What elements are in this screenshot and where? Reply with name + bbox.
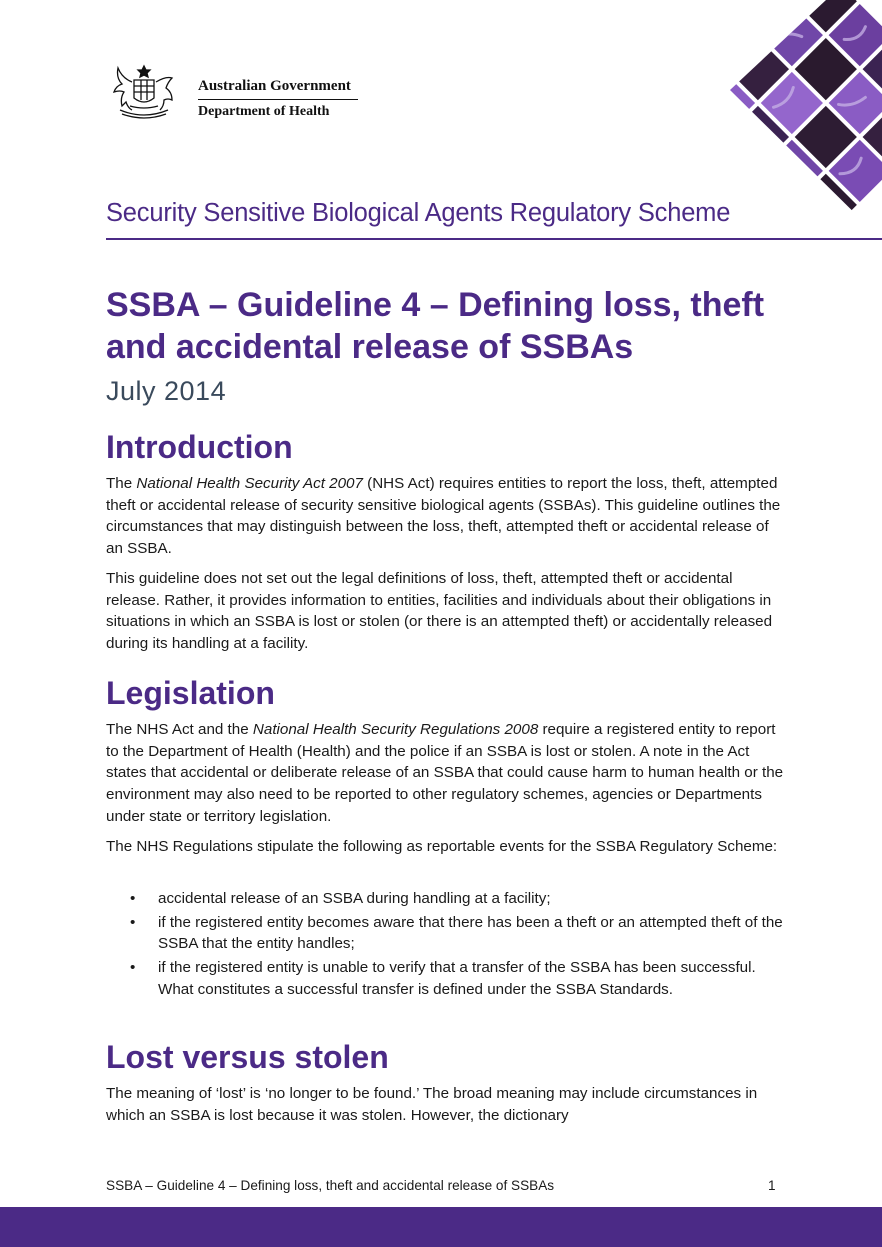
section-heading-legislation: Legislation	[106, 675, 275, 711]
bullet-icon: •	[130, 959, 136, 977]
list-item-text: accidental release of an SSBA during handling at a facility;	[158, 890, 551, 907]
section-heading-lost-versus-stolen: Lost versus stolen	[106, 1039, 389, 1075]
logo-divider	[198, 99, 358, 100]
bullet-icon: •	[130, 890, 136, 907]
government-logo	[104, 62, 374, 128]
list-item-text: if the registered entity is unable to verify that a transfer of the SSBA has been successful. What constitutes a successful transfer is defined under the SSBA Standards.	[158, 959, 756, 998]
legislation-p1-text-end: require a registered entity to report to the Department of Health (Health) and the police if an SSBA is lost or stolen. A note in the Act states that accidental or deliberate release of an SSBA that could cause harm to human health or the environment may also need to be reported to other regulatory schemes, agencies or Departments under state or territory legislation.	[106, 721, 784, 825]
reportable-events-list	[106, 888, 786, 1003]
scheme-name: Security Sensitive Biological Agents Regulatory Scheme	[106, 199, 731, 227]
intro-paragraph-2: This guideline does not set out the legal definitions of loss, theft, attempted theft or accidental release. Rather, it provides information to entities, facilities and individuals about their obligations in situations in which an SSBA is lost or stolen (or there is an attempted theft) or accidentally released during its handling at a facility.	[106, 570, 773, 653]
list-item	[106, 912, 786, 955]
intro-p1-text-end: (NHS Act) requires entities to report the loss, theft, attempted theft or accidental release of security sensitive biological agents (SSBAs). This guideline outlines the circumstances that may distinguish between the loss, theft, attempted theft or accidental release of an SSBA.	[106, 475, 781, 558]
list-item	[106, 957, 786, 1000]
legislation-paragraph-1	[106, 719, 786, 828]
government-name: Australian Government	[198, 78, 351, 94]
list-item-text: if the registered entity becomes aware that there has been a theft or an attempted theft of the SSBA that the entity handles;	[158, 913, 783, 953]
department-name: Department of Health	[198, 104, 330, 119]
page-number: 1	[768, 1178, 776, 1193]
regulations-title-italic: National Health Security Regulations 2008	[252, 721, 539, 738]
lost-paragraph-1: The meaning of ‘lost’ is ‘no longer to be found.’ The broad meaning may include circumstances in which an SSBA is lost because it was stolen. However, the dictionary	[106, 1085, 758, 1124]
section-heading-introduction: Introduction	[106, 429, 293, 465]
act-title-italic: National Health Security Act 2007	[136, 475, 363, 492]
footer-bar	[0, 1207, 882, 1247]
intro-p1-text-start: The	[106, 475, 137, 492]
list-item	[106, 888, 786, 910]
intro-paragraph-1	[106, 473, 786, 560]
coat-of-arms-icon	[104, 62, 184, 126]
document-date: July 2014	[106, 376, 227, 406]
legislation-paragraph-2: The NHS Regulations stipulate the following as reportable events for the SSBA Regulatory Scheme:	[106, 838, 778, 855]
legislation-p1-text-start: The NHS Act and the	[106, 721, 253, 738]
bullet-icon: •	[130, 913, 136, 931]
header-divider	[106, 238, 882, 240]
document-title: SSBA – Guideline 4 – Defining loss, theft and accidental release of SSBAs	[106, 286, 765, 366]
footer-document-title: SSBA – Guideline 4 – Defining loss, theft and accidental release of SSBAs	[106, 1178, 555, 1193]
microscopy-mosaic-image	[730, 0, 882, 240]
